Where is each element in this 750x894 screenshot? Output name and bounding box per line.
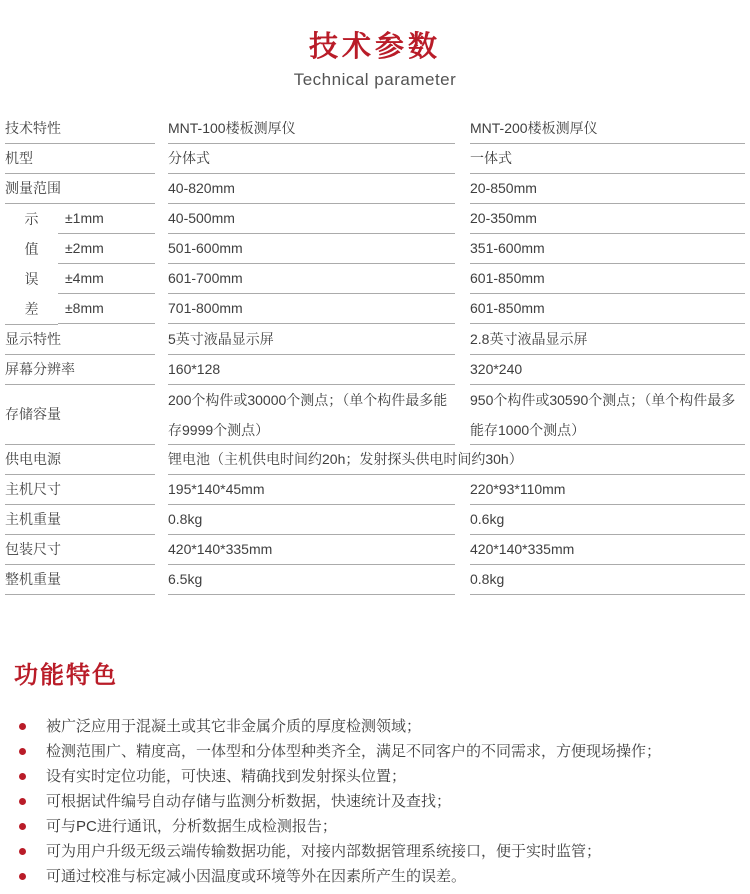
spec-value-mnt200: 20-850mm <box>470 174 745 204</box>
spec-label: 机型 <box>5 144 155 174</box>
column-gap <box>155 204 168 325</box>
features-list <box>14 714 750 889</box>
feature-text: 设有实时定位功能，可快速、精确找到发射探头位置； <box>46 768 407 785</box>
list-item <box>14 839 750 864</box>
spec-value-mnt200: 0.6kg <box>470 505 745 535</box>
spec-value-mnt100: 40-500mm <box>168 204 455 234</box>
list-item <box>14 864 750 889</box>
spec-label: 整机重量 <box>5 565 155 595</box>
bullet-icon <box>19 748 26 755</box>
spec-value-span: 锂电池（主机供电时间约20h；发射探头供电时间约30h） <box>168 445 745 475</box>
column-gap <box>155 325 168 355</box>
spec-label: 测量范围 <box>5 174 155 204</box>
spec-header-feature: 技术特性 <box>5 114 155 144</box>
list-item <box>14 739 750 764</box>
spec-value-mnt200: 950个构件或30590个测点；（单个构件最多能存1000个测点） <box>470 385 745 445</box>
spec-label: 示值误差 <box>24 211 39 317</box>
list-item <box>14 814 750 839</box>
spec-row-measuring-range <box>5 174 745 204</box>
column-gap <box>455 174 470 204</box>
list-item <box>14 764 750 789</box>
spec-label: 主机重量 <box>5 505 155 535</box>
spec-label: 供电电源 <box>5 445 155 475</box>
spec-header-model2: MNT-200楼板测厚仪 <box>470 114 745 144</box>
spec-value-mnt100: 分体式 <box>168 144 455 174</box>
column-gap <box>155 355 168 385</box>
column-gap <box>455 505 470 535</box>
spec-value-mnt200: 0.8kg <box>470 565 745 595</box>
column-gap <box>455 325 470 355</box>
column-gap <box>455 204 470 325</box>
column-gap <box>155 445 168 475</box>
error-group-sublabels <box>58 204 155 325</box>
feature-text: 被广泛应用于混凝土或其它非金属介质的厚度检测领域； <box>46 718 422 735</box>
spec-value-mnt200: 220*93*110mm <box>470 475 745 505</box>
page-subtitle: Technical parameter <box>293 70 457 89</box>
error-group-values-mnt200 <box>470 204 745 325</box>
spec-row-package-size <box>5 535 745 565</box>
spec-sublabel: ±1mm <box>58 204 155 234</box>
bullet-icon <box>19 848 26 855</box>
spec-row-machine-type <box>5 144 745 174</box>
column-gap <box>455 144 470 174</box>
column-gap <box>455 114 470 144</box>
spec-row-power <box>5 445 745 475</box>
spec-label: 主机尺寸 <box>5 475 155 505</box>
column-gap <box>155 535 168 565</box>
spec-row-display <box>5 325 745 355</box>
spec-label: 显示特性 <box>5 325 155 355</box>
spec-value-mnt100: 200个构件或30000个测点；（单个构件最多能存9999个测点） <box>168 385 455 445</box>
bullet-icon <box>19 823 26 830</box>
feature-text: 可为用户升级无级云端传输数据功能，对接内部数据管理系统接口，便于实时监管； <box>46 843 602 860</box>
spec-value-mnt100: 701-800mm <box>168 294 455 324</box>
feature-text: 检测范围广、精度高，一体型和分体型种类齐全，满足不同客户的不同需求，方便现场操作； <box>46 743 662 760</box>
spec-value-mnt200: 20-350mm <box>470 204 745 234</box>
spec-value-mnt100: 501-600mm <box>168 234 455 264</box>
column-gap <box>455 565 470 595</box>
spec-value-mnt100: 6.5kg <box>168 565 455 595</box>
page-header <box>0 0 750 90</box>
column-gap <box>155 385 168 445</box>
features-title: 功能特色 <box>14 662 118 689</box>
spec-row-resolution <box>5 355 745 385</box>
spec-value-mnt200: 一体式 <box>470 144 745 174</box>
spec-value-mnt100: 0.8kg <box>168 505 455 535</box>
error-group-vertical-label <box>5 204 58 325</box>
column-gap <box>155 144 168 174</box>
column-gap <box>455 535 470 565</box>
spec-header-model1: MNT-100楼板测厚仪 <box>168 114 455 144</box>
spec-value-mnt200: 351-600mm <box>470 234 745 264</box>
column-gap <box>155 174 168 204</box>
spec-sublabel: ±2mm <box>58 234 155 264</box>
spec-sublabel: ±4mm <box>58 264 155 294</box>
spec-value-mnt100: 420*140*335mm <box>168 535 455 565</box>
spec-value-mnt100: 195*140*45mm <box>168 475 455 505</box>
column-gap <box>455 385 470 445</box>
bullet-icon <box>19 798 26 805</box>
spec-table <box>5 114 745 595</box>
spec-row-storage <box>5 385 745 445</box>
spec-sublabel: ±8mm <box>58 294 155 324</box>
spec-value-mnt100: 160*128 <box>168 355 455 385</box>
spec-value-mnt200: 420*140*335mm <box>470 535 745 565</box>
bullet-icon <box>19 723 26 730</box>
list-item <box>14 789 750 814</box>
feature-text: 可通过校准与标定减小因温度或环境等外在因素所产生的误差。 <box>46 868 467 885</box>
column-gap <box>455 355 470 385</box>
spec-row-host-weight <box>5 505 745 535</box>
spec-value-mnt100: 601-700mm <box>168 264 455 294</box>
column-gap <box>455 475 470 505</box>
spec-header-row <box>5 114 745 144</box>
column-gap <box>155 475 168 505</box>
column-gap <box>155 505 168 535</box>
spec-label: 存储容量 <box>5 385 155 445</box>
spec-value-mnt200: 2.8英寸液晶显示屏 <box>470 325 745 355</box>
feature-text: 可与PC进行通讯，分析数据生成检测报告； <box>46 818 337 835</box>
bullet-icon <box>19 773 26 780</box>
features-section <box>14 655 750 889</box>
spec-value-mnt200: 601-850mm <box>470 264 745 294</box>
spec-label: 屏幕分辨率 <box>5 355 155 385</box>
page-title: 技术参数 <box>308 31 441 63</box>
spec-row-total-weight <box>5 565 745 595</box>
spec-group-indication-error <box>5 204 745 325</box>
spec-row-host-size <box>5 475 745 505</box>
spec-value-mnt100: 5英寸液晶显示屏 <box>168 325 455 355</box>
spec-value-mnt200: 601-850mm <box>470 294 745 324</box>
column-gap <box>155 565 168 595</box>
spec-value-mnt100: 40-820mm <box>168 174 455 204</box>
feature-text: 可根据试件编号自动存储与监测分析数据，快速统计及查找； <box>46 793 452 810</box>
list-item <box>14 714 750 739</box>
error-group-values-mnt100 <box>168 204 455 325</box>
bullet-icon <box>19 873 26 880</box>
spec-value-mnt200: 320*240 <box>470 355 745 385</box>
spec-label: 包装尺寸 <box>5 535 155 565</box>
error-group-label-area <box>5 204 155 325</box>
column-gap <box>155 114 168 144</box>
